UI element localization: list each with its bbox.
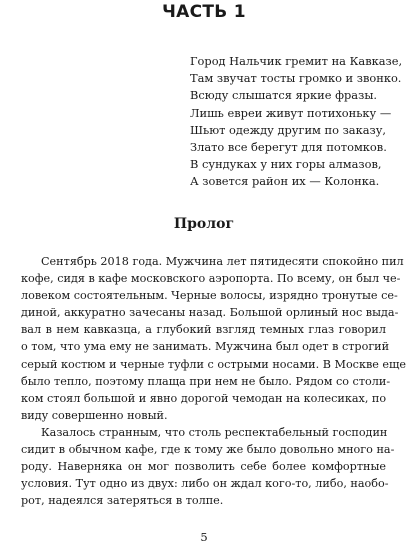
paragraph	[21, 253, 407, 424]
text-line: виду совершенно новый.	[21, 408, 168, 422]
epigraph-line: Всюду слышатся яркие фразы.	[190, 88, 377, 103]
text-line: серый костюм и черные туфли с острыми носами. В Москве еще	[21, 357, 407, 371]
epigraph-line: Шьют одежду другим по заказу,	[190, 122, 387, 137]
part-title: ЧАСТЬ 1	[162, 2, 246, 22]
epigraph-line: В сундуках у них горы алмазов,	[190, 157, 382, 172]
paragraph	[21, 424, 395, 509]
text-line: было тепло, поэтому плаща при нем не было. Рядом со столи-	[21, 374, 391, 388]
section-title: Пролог	[173, 216, 235, 232]
epigraph-line: А зовется район их — Колонка.	[190, 174, 380, 189]
epigraph	[190, 53, 403, 191]
text-line: диной, аккуратно зачесаны назад. Большой орлиный нос выда-	[21, 306, 399, 320]
epigraph-line: Город Нальчик гремит на Кавказе,	[190, 54, 403, 68]
epigraph-line: Там звучат тосты громко и звонко.	[190, 71, 402, 86]
text-line: ком стоял большой и явно дорогой чемодан на колесиках, по	[21, 391, 387, 405]
text-line: сидит в обычном кафе, где к тому же было довольно много на-	[21, 443, 395, 457]
page-number: 5	[200, 530, 208, 544]
text-line: условия. Тут одно из двух: либо он ждал кого-то, либо, наобо-	[21, 477, 389, 491]
epigraph-line: Лишь евреи живут потихоньку —	[190, 105, 392, 120]
epigraph-line: Злато все берегут для потомков.	[190, 140, 387, 155]
text-line: вал в нем кавказца, а глубокий взгляд темных глаз говорил	[21, 323, 386, 337]
text-line: роду. Наверняка он мог позволить себе более комфортные	[21, 460, 386, 474]
text-line: о том, что ума ему не занимать. Мужчина был одет в строгий	[21, 340, 390, 354]
text-line: Казалось странным, что столь респектабельный господин	[41, 425, 388, 439]
body-text	[21, 253, 407, 509]
text-line: ловеком состоятельным. Черные волосы, изрядно тронутые се-	[21, 289, 398, 303]
text-line: кофе, сидя в кафе московского аэропорта. По всему, он был че-	[21, 272, 401, 286]
text-line: Сентябрь 2018 года. Мужчина лет пятидесяти спокойно пил	[41, 255, 404, 268]
text-line: рот, надеялся затеряться в толпе.	[21, 494, 224, 508]
